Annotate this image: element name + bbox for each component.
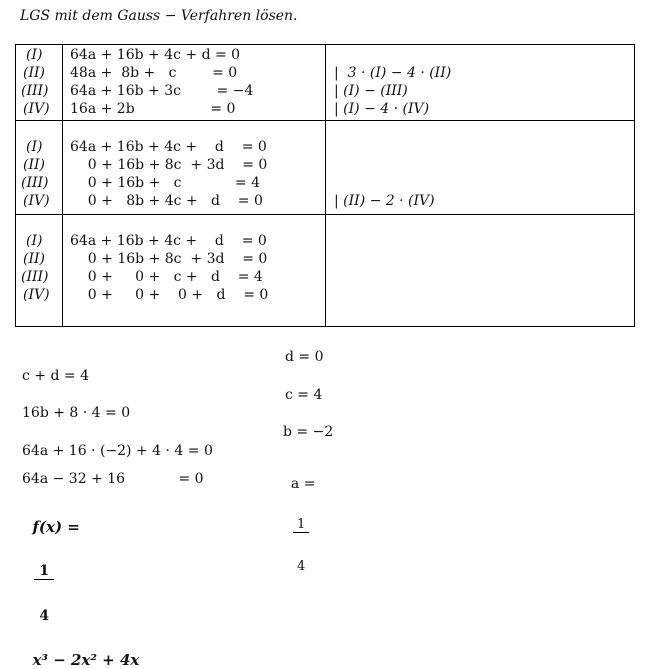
row-operation: | (I) − 4 · (IV) bbox=[334, 101, 430, 117]
equation: 0 + 16b + c = 4 bbox=[70, 175, 260, 191]
step-equation: 64a − 32 + 16 = 0 bbox=[22, 471, 204, 487]
result-d: d = 0 bbox=[285, 349, 324, 365]
equation-label: (I) bbox=[26, 47, 43, 63]
step-equation: 16b + 8 · 4 = 0 bbox=[22, 405, 131, 421]
fraction-denominator: 4 bbox=[297, 559, 306, 574]
result-c: c = 4 bbox=[285, 387, 323, 403]
page-title: LGS mit dem Gauss − Verfahren lösen. bbox=[20, 8, 298, 24]
equation-label: (II) bbox=[23, 157, 45, 173]
fraction-numerator: 1 bbox=[34, 564, 54, 580]
equation-label: (III) bbox=[21, 269, 49, 285]
equation: 0 + 16b + 8c + 3d = 0 bbox=[70, 157, 268, 173]
result-a-fraction bbox=[293, 492, 310, 599]
final-function-prefix: f(x) = bbox=[32, 518, 80, 536]
equation-label: (II) bbox=[23, 251, 45, 267]
gauss-block-1 bbox=[16, 45, 634, 121]
row-operation: | (I) − (III) bbox=[334, 83, 408, 99]
equation-label: (IV) bbox=[23, 287, 50, 303]
gauss-table bbox=[15, 44, 635, 327]
result-a bbox=[282, 460, 315, 599]
row-operation: | 3 · (I) − 4 · (II) bbox=[334, 65, 452, 81]
equation: 64a + 16b + 4c + d = 0 bbox=[70, 233, 267, 249]
equation-label: (III) bbox=[21, 83, 49, 99]
equation: 48a + 8b + c = 0 bbox=[70, 65, 238, 81]
gauss-block-3 bbox=[16, 215, 634, 328]
equation: 16a + 2b = 0 bbox=[70, 101, 236, 117]
equation: 0 + 0 + c + d = 4 bbox=[70, 269, 263, 285]
gauss-block-2 bbox=[16, 121, 634, 215]
row-operation: | (II) − 2 · (IV) bbox=[334, 193, 435, 209]
final-function-terms: x³ − 2x² + 4x bbox=[32, 651, 140, 669]
step-equation: 64a + 16 · (−2) + 4 · 4 = 0 bbox=[22, 443, 213, 459]
result-a-prefix: a = bbox=[290, 476, 316, 492]
equation: 64a + 16b + 4c + d = 0 bbox=[70, 139, 267, 155]
equation: 0 + 16b + 8c + 3d = 0 bbox=[70, 251, 268, 267]
equation-label: (II) bbox=[23, 65, 45, 81]
step-equation: c + d = 4 bbox=[22, 368, 89, 384]
equation: 0 + 0 + 0 + d = 0 bbox=[70, 287, 269, 303]
equation: 64a + 16b + 4c + d = 0 bbox=[70, 47, 241, 63]
fraction-numerator: 1 bbox=[293, 518, 310, 533]
equation-label: (I) bbox=[26, 139, 43, 155]
equation: 64a + 16b + 3c = −4 bbox=[70, 83, 254, 99]
equation-label: (I) bbox=[26, 233, 43, 249]
final-function bbox=[22, 500, 139, 669]
final-function-fraction bbox=[34, 536, 54, 651]
equation-label: (IV) bbox=[23, 193, 50, 209]
fraction-denominator: 4 bbox=[39, 608, 50, 624]
equation-label: (IV) bbox=[23, 101, 50, 117]
result-b: b = −2 bbox=[283, 424, 334, 440]
equation-label: (III) bbox=[21, 175, 49, 191]
equation: 0 + 8b + 4c + d = 0 bbox=[70, 193, 263, 209]
